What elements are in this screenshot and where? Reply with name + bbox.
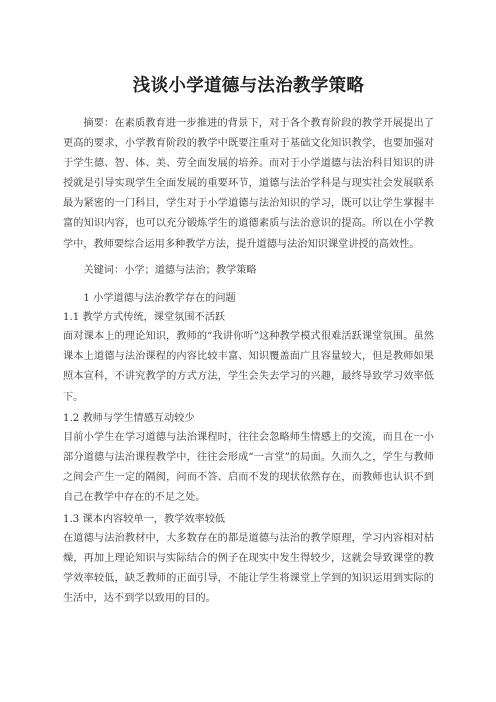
subsection-1-3-body: 在道德与法治教材中，大多数存在的都是道德与法治的教学原理，学习内容相对枯燥，再加上理论知识与实际结合的例子在现实中发生得较少，这就会导致课堂的教学效率较低，缺乏教师的正面引导，不能让学生将课堂上学到的知识运用到实际的生活中，达不到学以致用的目的。 xyxy=(63,533,434,605)
subsection-1-2-body: 目前小学生在学习道德与法治课程时，往往会忽略师生情感上的交流，而且在一小部分道德与法治课程教学中，往往会形成“一言堂”的局面。久而久之，学生与教师之间会产生一定的隔阂，问而不答、启而不发的现状依然存在，而教师也认识不到自己在教学中存在的不足之处。 xyxy=(63,432,434,504)
subsection-1-1-body: 面对课本上的理论知识，教师的“我讲你听”这种教学模式很难活跃课堂氛围。虽然课本上道德与法治课程的内容比较丰富、知识覆盖面广且容量较大，但是教师如果照本宣科，不讲究教学的方式方法，学生会失去学习的兴趣，最终导致学习效率低下。 xyxy=(63,331,434,403)
subsection-1-2-heading: 1.2 教师与学生情感互动较少 xyxy=(63,412,195,424)
document-title: 浅谈小学道德与法治教学策略 xyxy=(132,76,365,96)
subsection-1-3-heading: 1.3 课本内容较单一，教学效率较低 xyxy=(63,513,226,525)
section-1-heading: 1 小学道德与法治教学存在的问题 xyxy=(83,292,236,304)
abstract-paragraph: 摘要：在素质教育进一步推进的背景下，对于各个教育阶段的教学开展提出了更高的要求，小学教育阶段的教学中既要注重对于基础文化知识教学，也要加强对于学生德、智、体、美、劳全面发展的培养。而对于小学道德与法治科目知识的讲授就是引导实现学生全面发展的重要环节，道德与法治学科是与现实社会发展联系最为紧密的一门科目，学生对于小学道德与法治知识的学习，既可以让学生掌握丰富的知识内容，也可以充分锻炼学生的道德素质与法治意识的提高。所以在小学教学中，教师要综合运用多种教学方法，提升道德与法治知识课堂讲授的高效性。 xyxy=(63,118,434,250)
subsection-1-1-heading: 1.1 教学方式传统，课堂氛围不活跃 xyxy=(63,311,226,323)
keywords-line: 关键词：小学；道德与法治；教学策略 xyxy=(83,264,257,276)
